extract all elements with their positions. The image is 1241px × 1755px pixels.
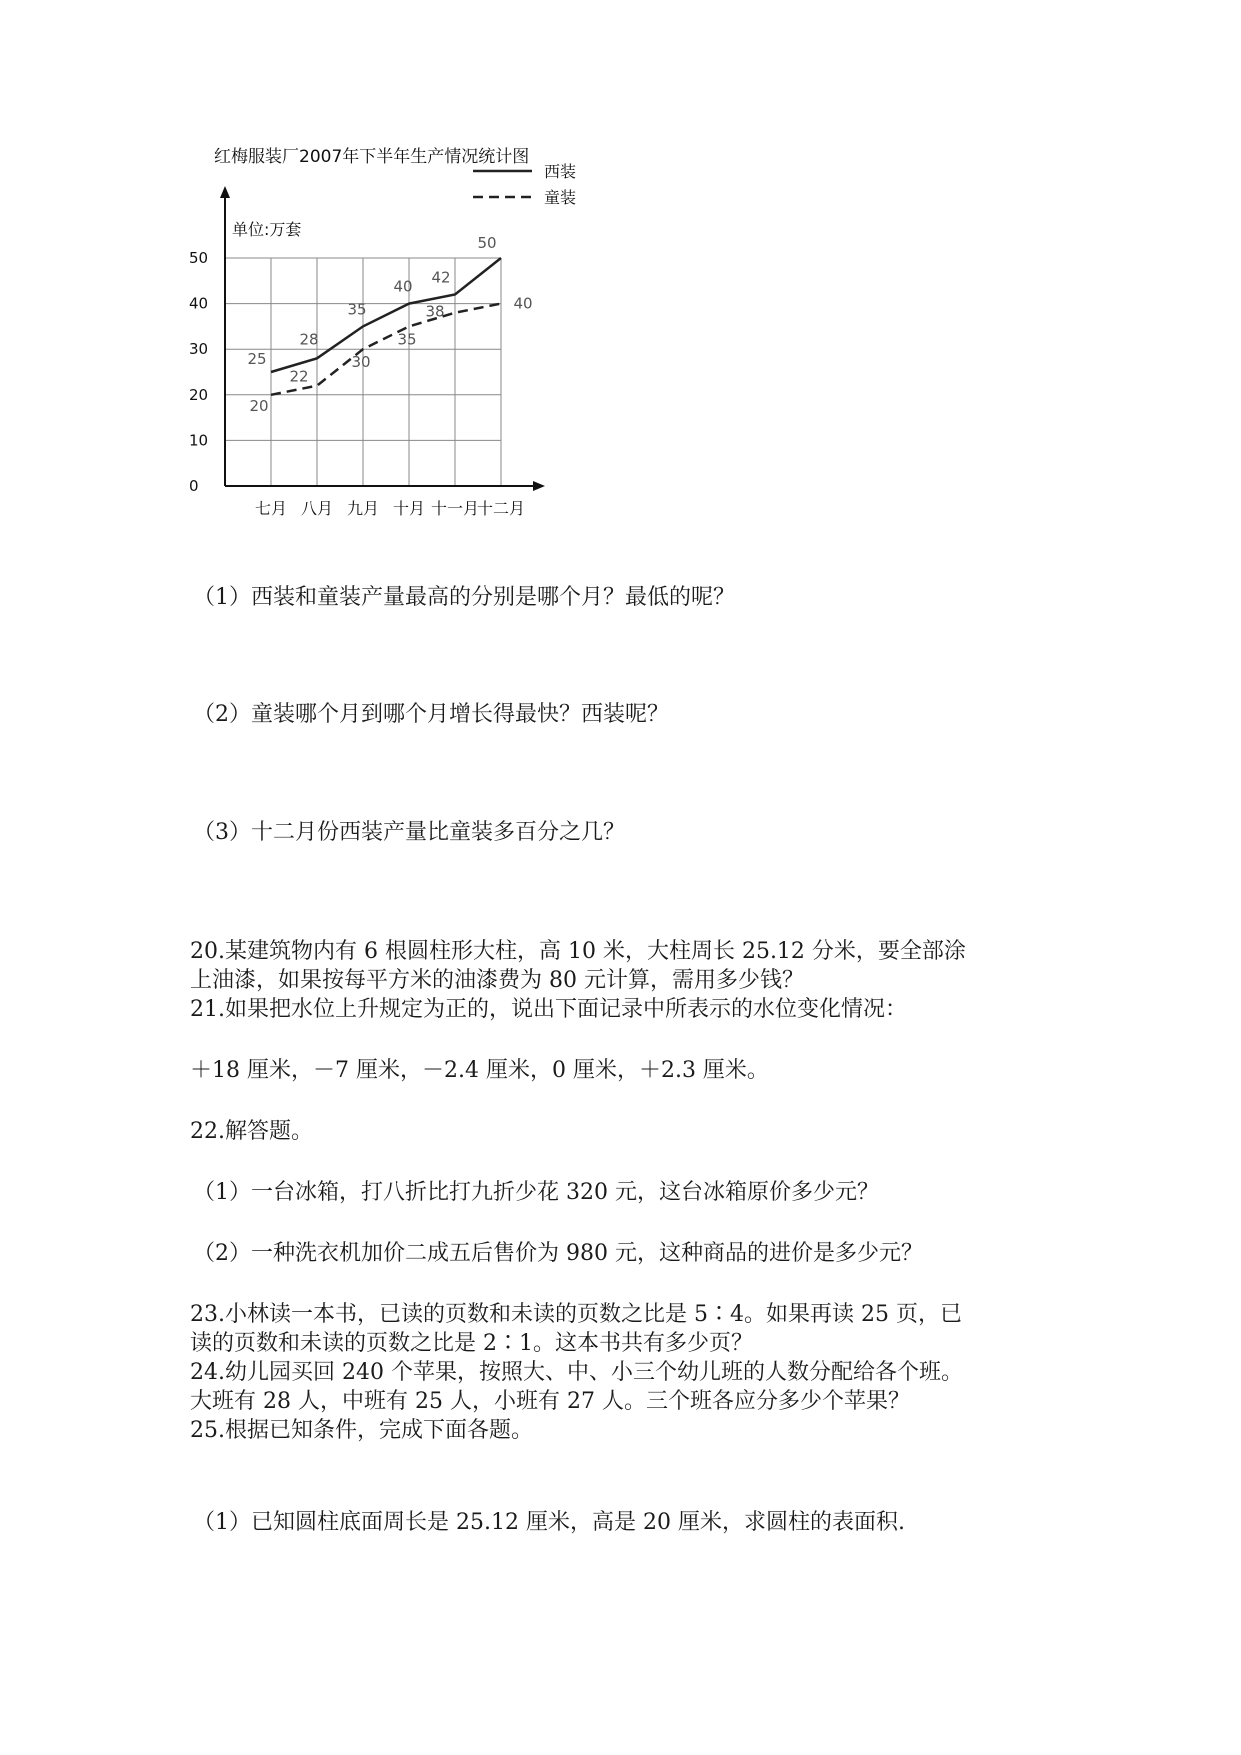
question-20-line-2: 上油漆，如果按每平方米的油漆费为 80 元计算，需用多少钱？ <box>190 968 804 993</box>
question-19-1: （1）西装和童装产量最高的分别是哪个月？最低的呢？ <box>193 585 735 610</box>
y-tick-label: 50 <box>189 249 209 267</box>
y-tick-label: 30 <box>189 340 209 359</box>
y-tick-label: 20 <box>189 385 209 404</box>
series-line-0 <box>271 258 501 372</box>
y-tick-label: 40 <box>189 294 209 313</box>
legend-label: 西装 <box>544 162 577 181</box>
x-tick-label: 十二月 <box>476 499 526 518</box>
data-label: 30 <box>351 353 371 372</box>
question-22-1: （1）一台冰箱，打八折比打九折少花 320 元，这台冰箱原价多少元？ <box>193 1180 879 1205</box>
question-23-line-1: 23.小林读一本书，已读的页数和未读的页数之比是 5∶4。如果再读 25 页，已 <box>190 1302 962 1327</box>
y-tick-label: 10 <box>189 431 209 450</box>
data-label: 22 <box>289 367 309 386</box>
question-25: 25.根据已知条件，完成下面各题。 <box>190 1418 533 1443</box>
y-tick-label: 0 <box>189 477 199 495</box>
data-label: 40 <box>393 277 413 296</box>
x-tick-label: 八月 <box>300 499 334 518</box>
line-chart <box>180 140 650 530</box>
legend-label: 童装 <box>544 188 577 207</box>
data-label: 35 <box>347 300 367 319</box>
data-label: 38 <box>425 302 445 321</box>
data-label: 35 <box>397 330 417 349</box>
question-21-line-2: ＋18 厘米，－7 厘米，－2.4 厘米，0 厘米，＋2.3 厘米。 <box>190 1058 769 1083</box>
question-25-1: （1）已知圆柱底面周长是 25.12 厘米，高是 20 厘米，求圆柱的表面积. <box>193 1510 905 1535</box>
data-label: 20 <box>249 396 269 415</box>
question-20-line-1: 20.某建筑物内有 6 根圆柱形大柱，高 10 米，大柱周长 25.12 分米，要全部涂 <box>190 939 966 964</box>
data-label: 42 <box>431 268 451 287</box>
x-tick-label: 七月 <box>254 499 288 518</box>
x-tick-label: 十月 <box>392 499 426 518</box>
question-22: 22.解答题。 <box>190 1119 313 1144</box>
question-24-line-1: 24.幼儿园买回 240 个苹果，按照大、中、小三个幼儿班的人数分配给各个班。 <box>190 1360 963 1385</box>
data-label: 50 <box>477 234 497 252</box>
y-axis-arrow <box>220 186 230 198</box>
tick-labels <box>189 249 525 518</box>
unit-label: 单位:万套 <box>232 220 302 239</box>
question-21-line-1: 21.如果把水位上升规定为正的，说出下面记录中所表示的水位变化情况： <box>190 997 907 1022</box>
question-19-2: （2）童装哪个月到哪个月增长得最快？西装呢？ <box>193 702 669 727</box>
data-labels <box>247 234 532 415</box>
data-label: 40 <box>513 294 533 313</box>
chart-title: 红梅服装厂2007年下半年生产情况统计图 <box>214 147 530 167</box>
question-19-3: （3）十二月份西装产量比童装多百分之几？ <box>193 820 625 845</box>
x-tick-label: 九月 <box>346 499 380 518</box>
question-24-line-2: 大班有 28 人，中班有 25 人，小班有 27 人。三个班各应分多少个苹果？ <box>190 1389 910 1414</box>
question-23-line-2: 读的页数和未读的页数之比是 2∶1。这本书共有多少页？ <box>190 1331 753 1356</box>
question-22-2: （2）一种洗衣机加价二成五后售价为 980 元，这种商品的进价是多少元？ <box>193 1241 923 1266</box>
data-label: 25 <box>247 350 267 368</box>
legend <box>473 162 576 207</box>
x-tick-label: 十一月 <box>430 499 480 518</box>
x-axis-arrow <box>533 481 545 491</box>
data-label: 28 <box>299 330 319 349</box>
